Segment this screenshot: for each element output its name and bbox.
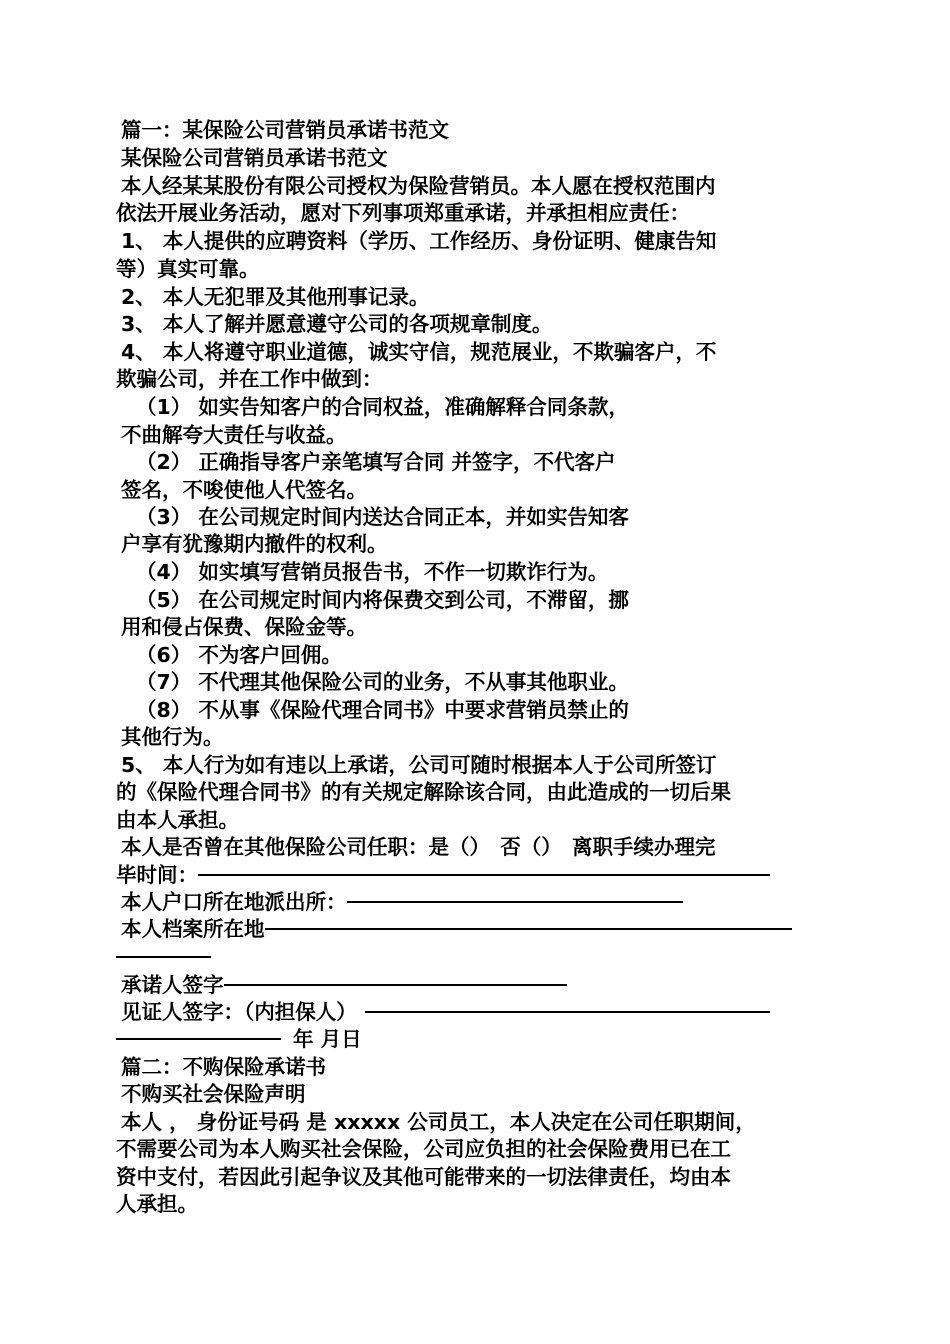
paragraph-line: 依法开展业务活动，愿对下列事项郑重承诺，并承担相应责任：	[116, 201, 690, 225]
paragraph-line: 本人经某某股份有限公司授权为保险营销员。本人愿在授权范围内	[121, 174, 716, 198]
blank-line	[198, 874, 770, 876]
list-item: 2、 本人无犯罪及其他刑事记录。	[121, 285, 430, 309]
sub-list-item: （2） 正确指导客户亲笔填写合同 并签字，不代客户	[136, 450, 616, 474]
sub-list-item: 用和侵占保费、保险金等。	[121, 615, 367, 639]
list-item: 3、 本人了解并愿意遵守公司的各项规章制度。	[121, 312, 553, 336]
paragraph-line: 人承担。	[116, 1192, 198, 1216]
form-label: 承诺人签字	[121, 973, 224, 997]
sub-list-item: （5） 在公司规定时间内将保费交到公司，不滞留，挪	[136, 588, 629, 612]
paragraph-line: 不需要公司为本人购买社会保险，公司应负担的社会保险费用已在工	[116, 1137, 731, 1161]
sub-list-item: （6） 不为客户回佣。	[136, 643, 342, 667]
list-item: 的《保险代理合同书》的有关规定解除该合同，由此造成的一切后果	[116, 780, 731, 804]
paragraph-line: 本人 ， 身份证号码 是 xxxxx 公司员工，本人决定在公司任职期间，	[121, 1110, 756, 1134]
witness-line	[121, 999, 770, 1026]
form-line	[121, 889, 683, 916]
form-label: 本人户口所在地派出所：	[121, 890, 347, 914]
form-line	[116, 862, 770, 889]
section-title-2: 篇二：不购保险承诺书	[121, 1055, 326, 1079]
form-line: 本人是否曾在其他保险公司任职：是（） 否（） 离职手续办理完	[121, 835, 716, 859]
list-item: 5、 本人行为如有违以上承诺，公司可随时根据本人于公司所签订	[121, 753, 717, 777]
list-item: 欺骗公司，并在工作中做到：	[116, 367, 383, 391]
form-label: 本人档案所在地	[121, 917, 265, 941]
form-line	[116, 944, 211, 971]
blank-line	[116, 956, 211, 958]
section-title-1: 篇一：某保险公司营销员承诺书范文	[121, 118, 449, 142]
form-label: 毕时间：	[116, 863, 198, 887]
signature-line	[121, 972, 567, 999]
list-item: 4、 本人将遵守职业道德，诚实守信，规范展业，不欺骗客户，不	[121, 340, 717, 364]
blank-line	[116, 1038, 281, 1040]
form-line	[121, 916, 792, 943]
list-item: 1、 本人提供的应聘资料（学历、工作经历、身份证明、健康告知	[121, 229, 717, 253]
date-line	[116, 1026, 362, 1053]
sub-list-item: （1） 如实告知客户的合同权益，准确解释合同条款，	[136, 395, 629, 419]
list-item: 等）真实可靠。	[116, 257, 260, 281]
blank-line	[365, 1011, 770, 1013]
sub-list-item: 其他行为。	[121, 725, 224, 749]
sub-list-item: 不曲解夸大责任与收益。	[121, 423, 347, 447]
sub-list-item: （3） 在公司规定时间内送达合同正本，并如实告知客	[136, 505, 629, 529]
document-heading: 某保险公司营销员承诺书范文	[121, 146, 388, 170]
document-heading: 不购买社会保险声明	[121, 1082, 306, 1106]
paragraph-line: 资中支付，若因此引起争议及其他可能带来的一切法律责任，均由本	[116, 1165, 731, 1189]
sub-list-item: （4） 如实填写营销员报告书，不作一切欺诈行为。	[136, 560, 609, 584]
blank-line	[265, 928, 792, 930]
date-label: 年 月日	[293, 1027, 362, 1051]
sub-list-item: （7） 不代理其他保险公司的业务，不从事其他职业。	[136, 670, 629, 694]
blank-line	[224, 984, 567, 986]
sub-list-item: 户享有犹豫期内撤件的权利。	[121, 532, 388, 556]
form-label: 见证人签字：（内担保人）	[121, 1000, 357, 1024]
sub-list-item: 签名，不唆使他人代签名。	[121, 478, 367, 502]
blank-line	[347, 901, 683, 903]
list-item: 由本人承担。	[116, 808, 239, 832]
sub-list-item: （8） 不从事《保险代理合同书》中要求营销员禁止的	[136, 698, 629, 722]
